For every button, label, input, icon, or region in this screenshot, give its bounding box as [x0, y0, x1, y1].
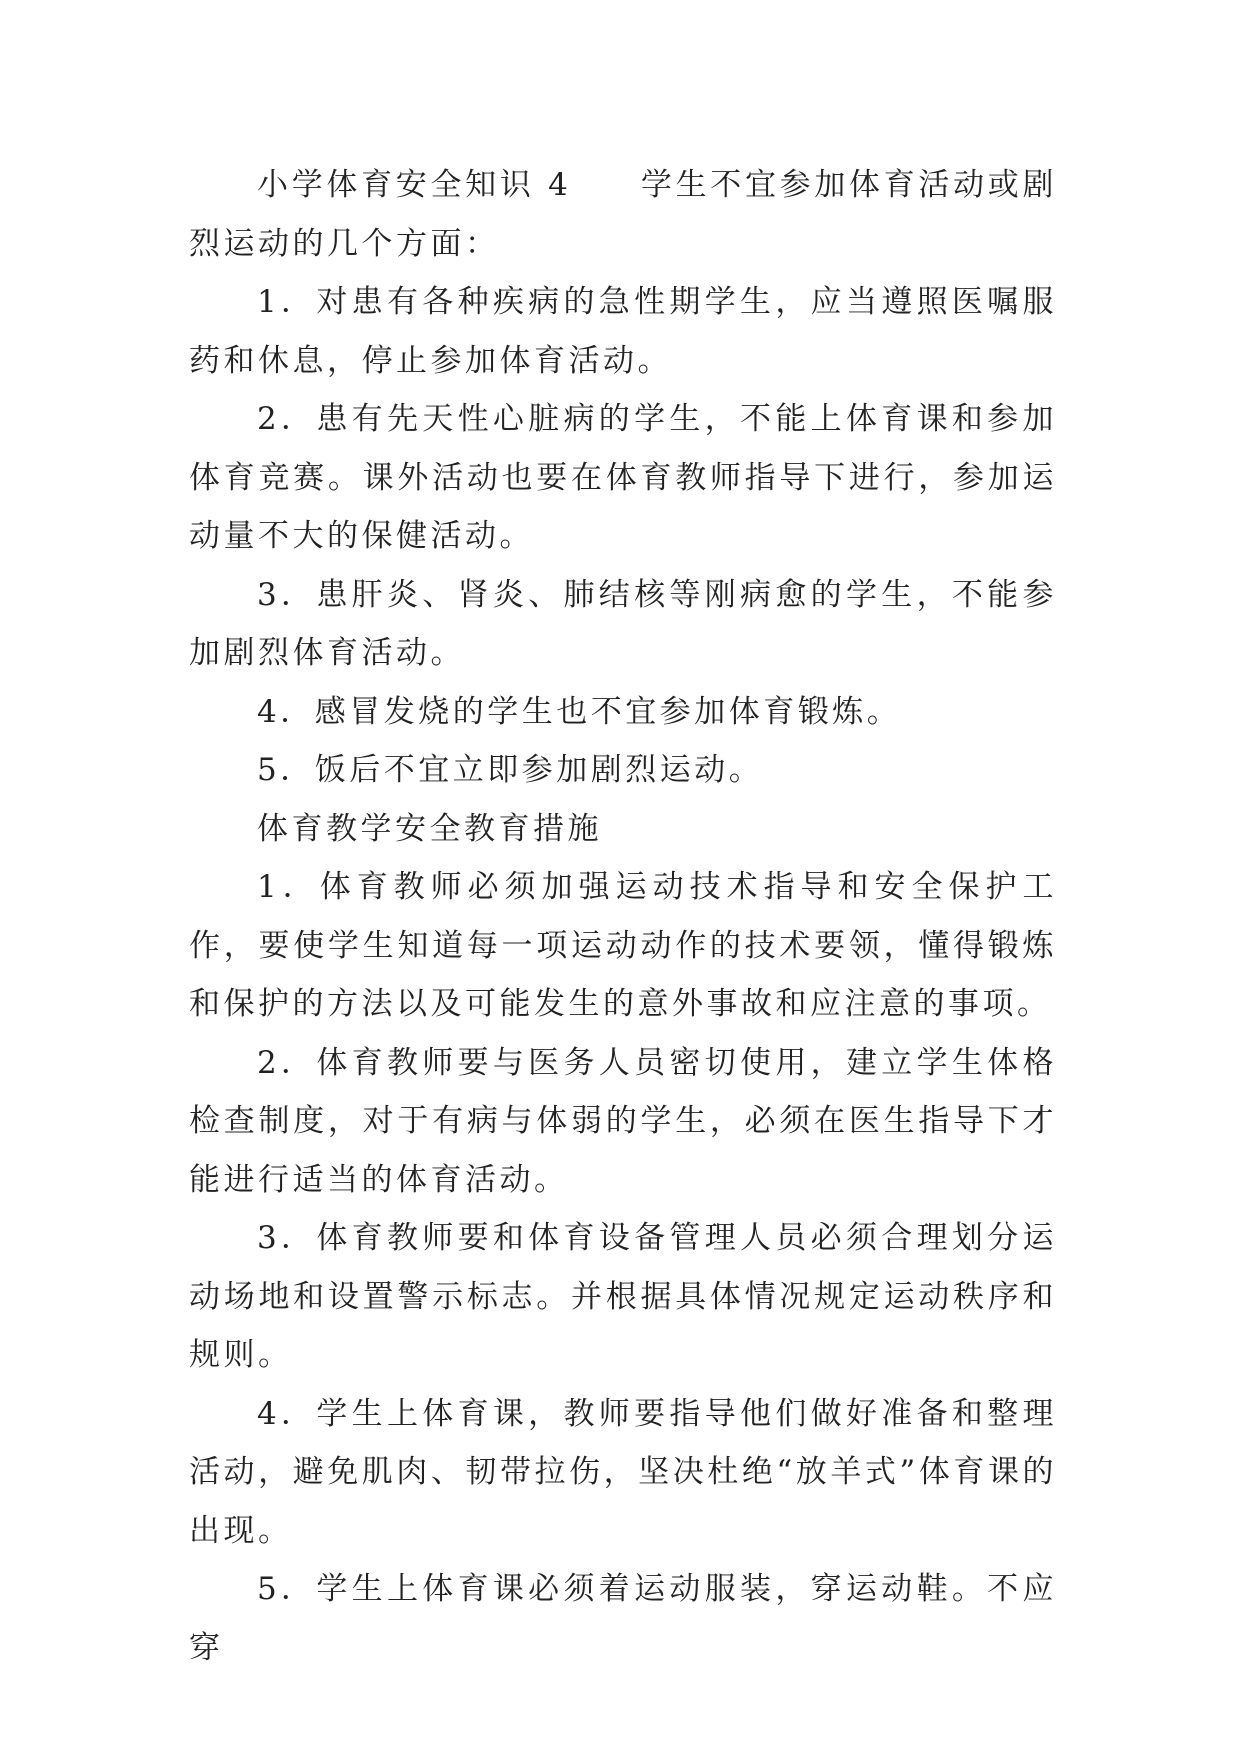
item-2: 2．患有先天性心脏病的学生，不能上体育课和参加体育竞赛。课外活动也要在体育教师指导下进行，参加运动量不大的保健活动。	[189, 401, 1057, 554]
document-body	[189, 156, 1057, 1677]
item-4: 4．感冒发烧的学生也不宜参加体育锻炼。	[257, 693, 902, 730]
intro-paragraph: 小学体育安全知识 4 学生不宜参加体育活动或剧烈运动的几个方面：	[189, 167, 1057, 262]
measure-3: 3．体育教师要和体育设备管理人员必须合理划分运动场地和设置警示标志。并根据具体情况规定运动秩序和规则。	[189, 1220, 1057, 1373]
measure-4: 4．学生上体育课，教师要指导他们做好准备和整理活动，避免肌肉、韧带拉伤，坚决杜绝“放羊式”体育课的出现。	[189, 1395, 1057, 1549]
item-3: 3．患肝炎、肾炎、肺结核等刚病愈的学生，不能参加剧烈体育活动。	[189, 576, 1057, 671]
measure-2: 2．体育教师要与医务人员密切使用，建立学生体格检查制度，对于有病与体弱的学生，必须在医生指导下才能进行适当的体育活动。	[189, 1044, 1057, 1198]
measure-1: 1．体育教师必须加强运动技术指导和安全保护工作，要使学生知道每一项运动动作的技术要领，懂得锻炼和保护的方法以及可能发生的意外事故和应注意的事项。	[189, 869, 1057, 1022]
item-5: 5．饭后不宜立即参加剧烈运动。	[257, 752, 764, 788]
item-1: 1．对患有各种疾病的急性期学生，应当遵照医嘱服药和休息，停止参加体育活动。	[189, 284, 1057, 379]
measure-5: 5．学生上体育课必须着运动服装，穿运动鞋。不应穿	[189, 1571, 1057, 1666]
section-heading: 体育教学安全教育措施	[257, 810, 602, 847]
